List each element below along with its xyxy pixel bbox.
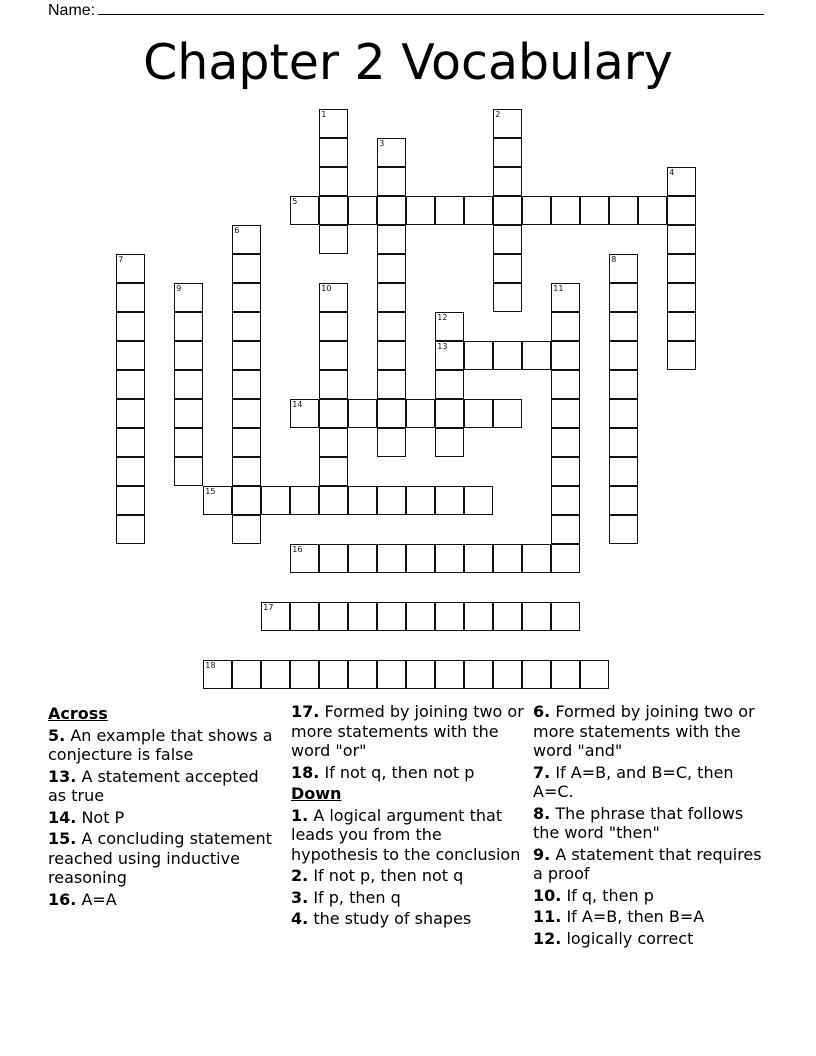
clue-across-17 [291,702,527,761]
clue-number-label: 3 [379,139,385,149]
crossword-cell[interactable] [116,399,145,428]
across-heading: Across [48,704,108,723]
crossword-cell[interactable] [232,283,261,312]
crossword-cell[interactable] [319,486,348,515]
crossword-cell[interactable] [348,660,377,689]
crossword-cell[interactable] [493,341,522,370]
clue-text: If A=B, and B=C, then A=C. [533,762,734,801]
clue-number-label: 7 [118,255,124,265]
clue-down-10 [533,886,773,906]
crossword-cell[interactable] [493,283,522,312]
crossword-cell[interactable] [174,341,203,370]
clues-column-3 [533,702,773,950]
clue-number: 8. [533,803,551,823]
clue-down-11 [533,907,773,927]
crossword-cell[interactable] [493,225,522,254]
crossword-cell[interactable] [464,602,493,631]
clue-number: 2. [291,866,309,885]
crossword-cell[interactable] [464,660,493,689]
crossword-cell[interactable] [493,167,522,196]
crossword-cell[interactable] [232,341,261,370]
clue-number: 10. [533,885,562,905]
crossword-cell[interactable] [203,660,232,689]
crossword-cell[interactable] [319,457,348,486]
crossword-cell[interactable] [609,457,638,486]
clue-number-label: 18 [205,661,216,671]
crossword-cell[interactable] [319,370,348,399]
crossword-cell[interactable] [551,544,580,573]
crossword-cell[interactable] [406,196,435,225]
crossword-cell[interactable] [551,341,580,370]
crossword-cell[interactable] [232,312,261,341]
crossword-cell[interactable] [493,660,522,689]
crossword-cell[interactable] [116,283,145,312]
crossword-cell[interactable] [609,370,638,399]
name-label: Name: [48,2,96,19]
crossword-cell[interactable] [116,428,145,457]
clue-number-label: 11 [553,284,564,294]
crossword-cell[interactable] [493,602,522,631]
clue-across-5 [48,726,280,765]
crossword-cell[interactable] [609,515,638,544]
crossword-cell[interactable] [377,341,406,370]
clue-number-label: 1 [321,110,327,120]
clue-text: A statement that requires a proof [533,844,762,883]
crossword-cell[interactable] [232,370,261,399]
crossword-cell[interactable] [232,225,261,254]
crossword-cell[interactable] [609,254,638,283]
clue-number-label: 17 [263,603,274,613]
crossword-cell[interactable] [551,312,580,341]
clue-across-15 [48,829,280,888]
crossword-cell[interactable] [551,602,580,631]
crossword-cell[interactable] [609,486,638,515]
clue-number: 9. [533,844,551,864]
crossword-cell[interactable] [290,602,319,631]
clue-text: If A=B, then B=A [566,907,705,926]
crossword-cell[interactable] [319,225,348,254]
clue-number-label: 12 [437,313,448,323]
crossword-cell[interactable] [667,341,696,370]
crossword-cell[interactable] [551,660,580,689]
clue-text: Not P [81,807,125,827]
clue-text: If q, then p [566,885,654,905]
crossword-cell[interactable] [377,399,406,428]
crossword-cell[interactable] [290,399,319,428]
crossword-cell[interactable] [116,254,145,283]
clue-number: 1. [291,805,309,825]
clue-text: logically correct [566,928,694,948]
crossword-cell[interactable] [493,109,522,138]
clue-down-3 [291,888,527,908]
crossword-cell[interactable] [116,515,145,544]
clue-text: A logical argument that leads you from the hypothesis to the conclusion [291,805,521,864]
crossword-cell[interactable] [290,486,319,515]
crossword-cell[interactable] [232,515,261,544]
page-title: Chapter 2 Vocabulary [143,34,673,91]
crossword-cell[interactable] [551,515,580,544]
crossword-cell[interactable] [522,544,551,573]
crossword-cell[interactable] [522,660,551,689]
crossword-cell[interactable] [464,196,493,225]
clues-column-2 [291,702,527,931]
clue-number: 7. [533,762,551,782]
crossword-cell[interactable] [435,312,464,341]
crossword-cell[interactable] [319,196,348,225]
clue-text: If p, then q [313,887,401,907]
clue-number-label: 5 [292,197,298,207]
crossword-cell[interactable] [319,399,348,428]
crossword-cell[interactable] [377,138,406,167]
crossword-cell[interactable] [261,602,290,631]
clue-down-7 [533,763,773,802]
crossword-cell[interactable] [667,254,696,283]
crossword-cell[interactable] [377,167,406,196]
crossword-cell[interactable] [174,312,203,341]
crossword-cell[interactable] [551,196,580,225]
clues-column-1 [48,702,280,911]
crossword-cell[interactable] [435,660,464,689]
clue-text: An example that shows a conjecture is false [48,725,273,764]
crossword-cell[interactable] [348,486,377,515]
clue-text: A statement accepted as true [48,766,259,805]
crossword-cell[interactable] [406,399,435,428]
crossword-cell[interactable] [609,341,638,370]
crossword-cell[interactable] [377,370,406,399]
clue-down-4 [291,909,527,929]
clue-number: 18. [291,762,320,782]
crossword-cell[interactable] [435,399,464,428]
crossword-cell[interactable] [290,196,319,225]
crossword-cell[interactable] [377,486,406,515]
clue-number: 16. [48,889,77,909]
crossword-cell[interactable] [377,225,406,254]
crossword-cell[interactable] [116,486,145,515]
crossword-cell[interactable] [551,457,580,486]
clue-number: 11. [533,907,562,926]
clue-text: Formed by joining two or more statements with the word "or" [291,702,524,760]
crossword-cell[interactable] [609,196,638,225]
clue-number: 14. [48,807,77,827]
clue-number-label: 4 [669,168,675,178]
crossword-cell[interactable] [174,283,203,312]
crossword-cell[interactable] [319,312,348,341]
crossword-cell[interactable] [551,428,580,457]
crossword-cell[interactable] [319,167,348,196]
crossword-cell[interactable] [551,399,580,428]
clue-number-label: 14 [292,400,303,410]
clue-number-label: 6 [234,226,240,236]
crossword-cell[interactable] [290,660,319,689]
crossword-cell[interactable] [261,486,290,515]
clue-down-6 [533,702,773,761]
crossword-cell[interactable] [435,544,464,573]
crossword-cell[interactable] [464,544,493,573]
crossword-cell[interactable] [406,660,435,689]
crossword-cell[interactable] [435,428,464,457]
crossword-cell[interactable] [319,138,348,167]
crossword-cell[interactable] [522,196,551,225]
clue-down-9 [533,845,773,884]
clue-across-18 [291,763,527,783]
crossword-cell[interactable] [232,486,261,515]
clue-number: 17. [291,702,320,721]
crossword-cell[interactable] [377,660,406,689]
clue-across-13 [48,767,280,806]
crossword-cell[interactable] [667,283,696,312]
clue-number: 13. [48,766,77,786]
crossword-cell[interactable] [551,370,580,399]
crossword-cell[interactable] [261,660,290,689]
down-heading: Down [291,784,342,803]
crossword-cell[interactable] [609,399,638,428]
crossword-cell[interactable] [232,254,261,283]
crossword-cell[interactable] [580,196,609,225]
crossword-cell[interactable] [174,457,203,486]
crossword-cell[interactable] [435,602,464,631]
crossword-cell[interactable] [319,109,348,138]
crossword-cell[interactable] [319,544,348,573]
crossword-cell[interactable] [493,138,522,167]
clue-text: Formed by joining two or more statements with the word "and" [533,702,755,760]
crossword-cell[interactable] [493,254,522,283]
clue-text: the study of shapes [313,909,472,928]
crossword-cell[interactable] [232,399,261,428]
clue-number-label: 13 [437,342,448,352]
crossword-cell[interactable] [232,428,261,457]
crossword-cell[interactable] [551,486,580,515]
crossword-cell[interactable] [348,544,377,573]
clue-across-14 [48,808,280,828]
crossword-cell[interactable] [348,399,377,428]
crossword-cell[interactable] [406,602,435,631]
clue-down-1 [291,806,527,865]
crossword-cell[interactable] [174,370,203,399]
crossword-cell[interactable] [377,196,406,225]
clue-number: 3. [291,887,309,907]
crossword-cell[interactable] [348,602,377,631]
crossword-cell[interactable] [406,486,435,515]
crossword-cell[interactable] [493,399,522,428]
clue-text: A concluding statement reached using inductive reasoning [48,829,272,887]
crossword-cell[interactable] [406,544,435,573]
crossword-cell[interactable] [667,167,696,196]
crossword-cell[interactable] [319,660,348,689]
crossword-cell[interactable] [232,660,261,689]
crossword-cell[interactable] [377,428,406,457]
crossword-cell[interactable] [232,457,261,486]
crossword-cell[interactable] [377,544,406,573]
clue-number: 4. [291,909,309,928]
crossword-cell[interactable] [435,370,464,399]
crossword-cell[interactable] [638,196,667,225]
crossword-cell[interactable] [174,399,203,428]
crossword-cell[interactable] [580,660,609,689]
clue-number-label: 15 [205,487,216,497]
crossword-cell[interactable] [435,196,464,225]
crossword-cell[interactable] [116,341,145,370]
crossword-cell[interactable] [522,341,551,370]
clue-number-label: 10 [321,284,332,294]
crossword-cell[interactable] [464,486,493,515]
clue-text: A=A [81,889,117,909]
clue-down-2 [291,866,527,886]
clue-number-label: 9 [176,284,182,294]
crossword-cell[interactable] [116,312,145,341]
crossword-cell[interactable] [377,602,406,631]
crossword-cell[interactable] [609,428,638,457]
crossword-cell[interactable] [116,457,145,486]
crossword-cell[interactable] [464,341,493,370]
clue-across-16 [48,890,280,910]
crossword-cell[interactable] [348,196,377,225]
crossword-cell[interactable] [667,312,696,341]
clue-number: 6. [533,702,551,721]
crossword-cell[interactable] [609,283,638,312]
crossword-cell[interactable] [319,602,348,631]
clue-number: 15. [48,829,77,848]
crossword-cell[interactable] [174,428,203,457]
crossword-cell[interactable] [319,341,348,370]
clue-number: 12. [533,928,562,948]
crossword-cell[interactable] [551,283,580,312]
crossword-cell[interactable] [522,602,551,631]
crossword-cell[interactable] [464,399,493,428]
clue-number: 5. [48,725,66,745]
crossword-cell[interactable] [493,544,522,573]
crossword-cell[interactable] [319,428,348,457]
crossword-cell[interactable] [667,196,696,225]
clue-number-label: 8 [611,255,617,265]
crossword-cell[interactable] [435,486,464,515]
crossword-cell[interactable] [377,312,406,341]
clue-number-label: 16 [292,545,303,555]
crossword-cell[interactable] [493,196,522,225]
clue-text: If not q, then not p [324,762,475,782]
clue-down-12 [533,929,773,949]
crossword-cell[interactable] [377,254,406,283]
crossword-cell[interactable] [116,370,145,399]
crossword-cell[interactable] [290,544,319,573]
crossword-cell[interactable] [667,225,696,254]
crossword-cell[interactable] [319,283,348,312]
crossword-cell[interactable] [377,283,406,312]
clue-down-8 [533,804,773,843]
clue-text: The phrase that follows the word "then" [533,803,744,842]
crossword-cell[interactable] [203,486,232,515]
clue-text: If not p, then not q [313,866,464,885]
clue-number-label: 2 [495,110,501,120]
crossword-cell[interactable] [609,312,638,341]
crossword-cell[interactable] [435,341,464,370]
